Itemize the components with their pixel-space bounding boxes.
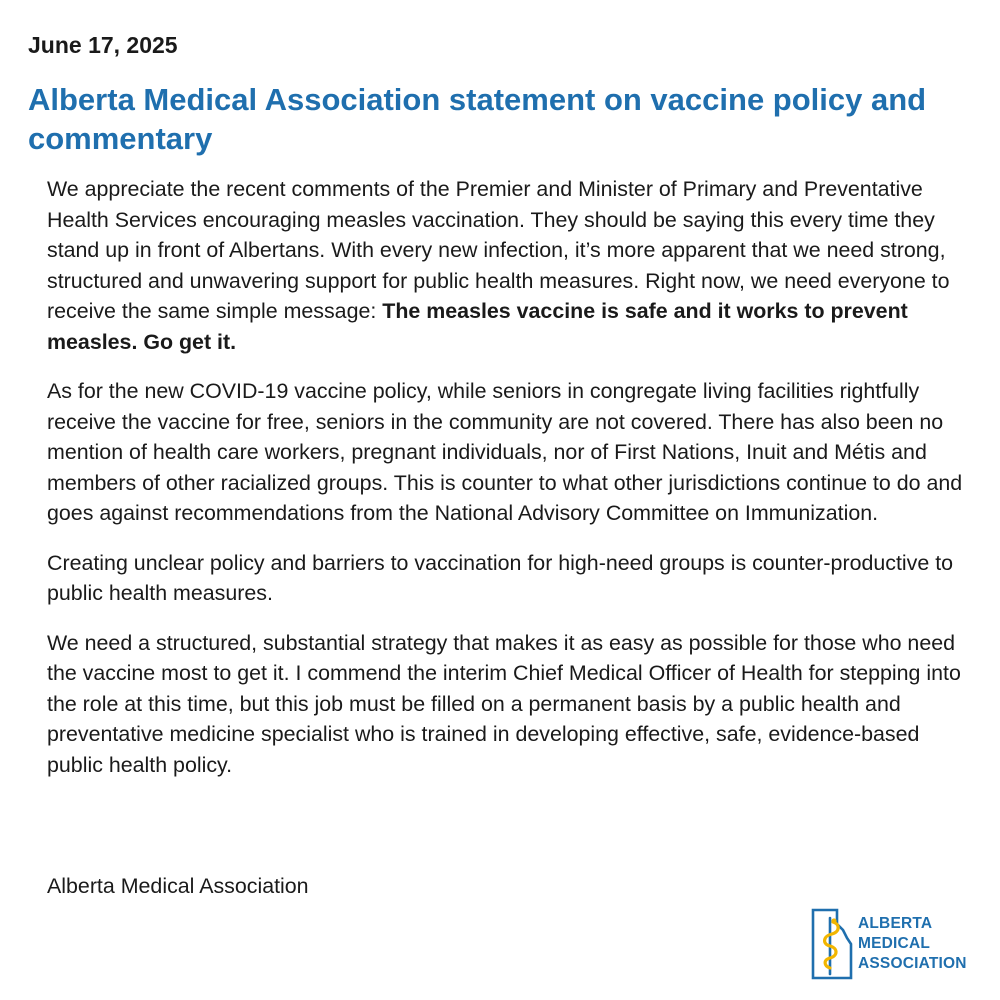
- signature: Alberta Medical Association: [47, 874, 309, 898]
- paragraph-strategy: We need a structured, substantial strategy that makes it as easy as possible for those who need the vaccine most to get it. I commend the interim Chief Medical Officer of Health for stepping into the role at this time, but this job must be filled on a permanent basis by a public health and preventative medicine specialist who is trained in developing effective, safe, evidence-based public health policy.: [47, 630, 961, 777]
- ama-logo-text: [858, 914, 967, 974]
- paragraph-barriers: Creating unclear policy and barriers to vaccination for high-need groups is counter-productive to public health measures.: [47, 550, 954, 605]
- ama-logo: [810, 908, 980, 980]
- page-title: Alberta Medical Association statement on vaccine policy and commentary: [28, 82, 927, 156]
- logo-line-association: ASSOCIATION: [858, 955, 967, 972]
- statement-body: [47, 174, 967, 799]
- measles-key-message: The measles vaccine is safe and it works to prevent measles. Go get it.: [47, 299, 908, 354]
- alberta-province-caduceus-icon: [810, 908, 856, 980]
- logo-line-medical: MEDICAL: [858, 935, 931, 952]
- paragraph-measles: [47, 174, 967, 357]
- logo-line-alberta: ALBERTA: [858, 915, 933, 932]
- paragraph-covid-policy: As for the new COVID-19 vaccine policy, while seniors in congregate living facilities rightfully receive the vaccine for free, seniors in the community are not covered. There has also been no mention of health care workers, pregnant individuals, nor of First Nations, Inuit and Métis and members of other racialized groups. This is counter to what other jurisdictions continue to do and goes against recommendations from the National Advisory Committee on Immunization.: [47, 379, 963, 525]
- paragraph-measles-text: We appreciate the recent comments of the Premier and Minister of Primary and Preventative Health Services encouraging measles vaccination. They should be saying this every time they stand up in front of Albertans. With every new infection, it’s more apparent that we need strong, structured and unwavering support for public health measures. Right now, we need everyone to receive the same simple message:: [47, 177, 950, 323]
- statement-date: June 17, 2025: [28, 32, 178, 58]
